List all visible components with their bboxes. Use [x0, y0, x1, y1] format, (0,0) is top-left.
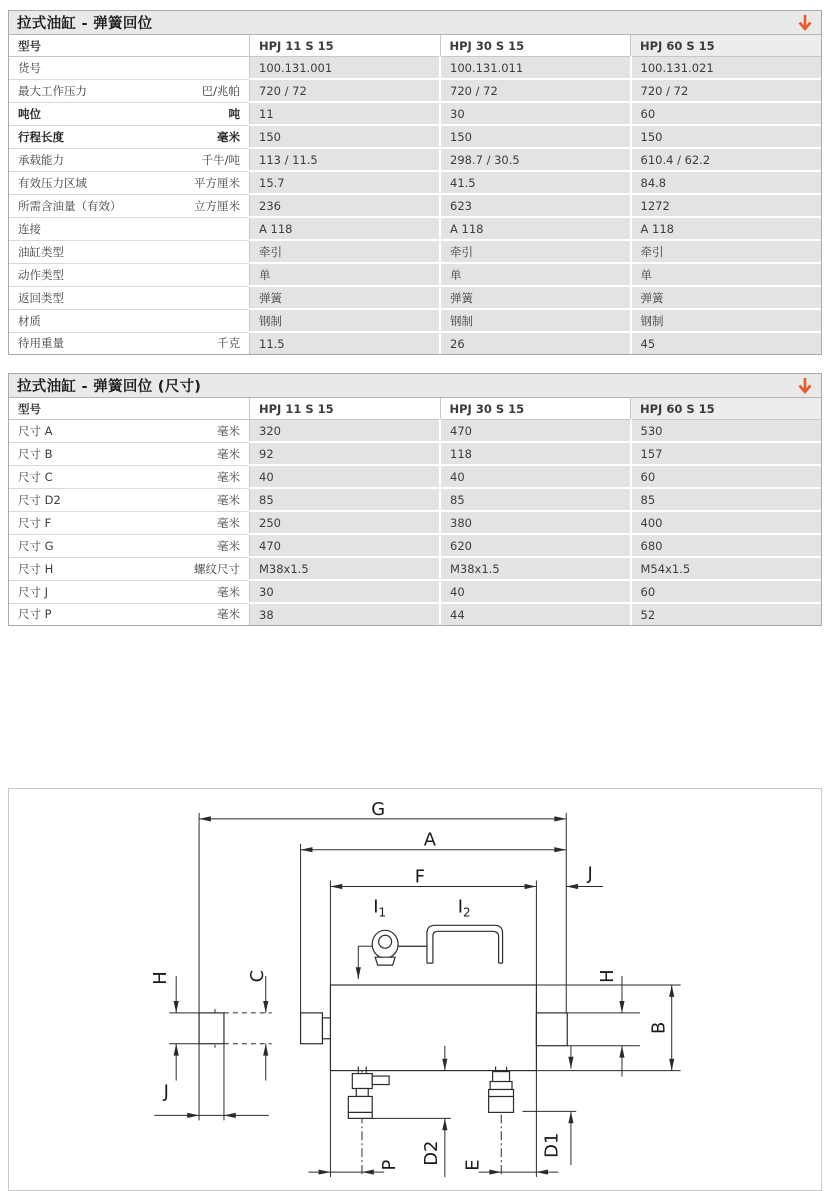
row-value: 单 — [440, 263, 631, 286]
table-row — [9, 125, 821, 148]
row-value: 牵引 — [631, 240, 822, 263]
dim-label-F: F — [414, 866, 426, 888]
label-I2 — [458, 896, 471, 919]
row-value: 236 — [250, 194, 441, 217]
row-value: 60 — [631, 102, 822, 125]
row-label: 材质 — [18, 313, 41, 328]
dimension-G — [199, 799, 566, 820]
straight-fitting — [489, 1067, 514, 1113]
row-value: M38x1.5 — [250, 557, 441, 580]
row-unit: 吨 — [228, 106, 240, 121]
row-label: 尺寸 H — [18, 561, 54, 576]
row-value: 11.5 — [250, 332, 441, 354]
table-row — [9, 511, 821, 534]
table1-grid — [9, 35, 821, 354]
row-unit: 毫米 — [217, 515, 240, 530]
row-label-cell — [9, 442, 250, 465]
table1-title-bar — [9, 11, 821, 35]
row-label-cell — [9, 171, 250, 194]
row-label-cell — [9, 557, 250, 580]
row-value: 1272 — [631, 194, 822, 217]
row-unit: 毫米 — [217, 446, 240, 461]
row-label: 尺寸 B — [18, 446, 53, 461]
row-value: 100.131.021 — [631, 57, 822, 80]
row-value: 320 — [250, 420, 441, 443]
row-label-cell — [9, 148, 250, 171]
table-row — [9, 557, 821, 580]
table2-grid — [9, 398, 821, 625]
row-label: 尺寸 A — [18, 423, 53, 438]
row-label: 返回类型 — [18, 290, 64, 305]
model-header-label: 型号 — [18, 401, 41, 416]
table2-title: 拉式油缸 - 弹簧回位 (尺寸) — [17, 379, 202, 395]
row-unit: 毫米 — [217, 492, 240, 507]
table1-title: 拉式油缸 - 弹簧回位 — [17, 16, 153, 32]
table-row — [9, 442, 821, 465]
row-value: 623 — [440, 194, 631, 217]
row-value: 380 — [440, 511, 631, 534]
row-value: 15.7 — [250, 171, 441, 194]
row-label: 尺寸 P — [18, 607, 52, 622]
header-row — [9, 398, 821, 420]
table-row — [9, 286, 821, 309]
row-label-cell — [9, 240, 250, 263]
dimension-J-right — [566, 864, 603, 887]
row-value: 400 — [631, 511, 822, 534]
row-label-cell — [9, 511, 250, 534]
row-label-cell — [9, 125, 250, 148]
row-value: 100.131.011 — [440, 57, 631, 80]
row-label-cell — [9, 102, 250, 125]
row-value: 720 / 72 — [250, 79, 441, 102]
row-label: 行程长度 — [18, 129, 64, 144]
row-value: 298.7 / 30.5 — [440, 148, 631, 171]
row-label: 尺寸 C — [18, 469, 53, 484]
row-label: 连接 — [18, 221, 41, 236]
row-value: 弹簧 — [631, 286, 822, 309]
row-label: 吨位 — [18, 106, 41, 121]
row-label: 待用重量 — [18, 336, 64, 351]
table2-title-bar — [9, 374, 821, 398]
row-value: 52 — [631, 603, 822, 625]
row-label-cell — [9, 580, 250, 603]
row-label: 尺寸 J — [18, 584, 49, 599]
dimension-table-section — [8, 373, 822, 626]
row-unit: 千牛/吨 — [201, 152, 240, 167]
row-value: 470 — [440, 420, 631, 443]
row-value: 150 — [250, 125, 441, 148]
row-value: 钢制 — [250, 309, 441, 332]
left-lug — [301, 1013, 323, 1044]
header-label-cell — [9, 35, 250, 57]
table-row — [9, 194, 821, 217]
dim-label-G: G — [371, 798, 386, 820]
model-name: HPJ 30 S 15 — [440, 398, 631, 420]
row-unit: 毫米 — [217, 469, 240, 484]
dimension-H-left — [150, 971, 176, 1080]
row-value: 40 — [250, 465, 441, 488]
row-value: 45 — [631, 332, 822, 354]
dimension-drawing — [9, 789, 821, 1190]
row-value: 钢制 — [631, 309, 822, 332]
header-label-cell — [9, 398, 250, 420]
row-value: 118 — [440, 442, 631, 465]
row-label-cell — [9, 79, 250, 102]
row-label-cell — [9, 286, 250, 309]
row-label-cell — [9, 309, 250, 332]
row-value: A 118 — [440, 217, 631, 240]
row-label-cell — [9, 420, 250, 443]
row-value: 92 — [250, 442, 441, 465]
row-label: 动作类型 — [18, 267, 64, 282]
row-value: 680 — [631, 534, 822, 557]
row-label-cell — [9, 263, 250, 286]
row-value: A 118 — [250, 217, 441, 240]
table-row — [9, 148, 821, 171]
row-value: 720 / 72 — [631, 79, 822, 102]
handle-icon — [427, 925, 503, 963]
row-value: 150 — [631, 125, 822, 148]
row-value: 113 / 11.5 — [250, 148, 441, 171]
row-value: 44 — [440, 603, 631, 625]
row-value: 620 — [440, 534, 631, 557]
row-value: 弹簧 — [250, 286, 441, 309]
row-value: 84.8 — [631, 171, 822, 194]
row-value: 610.4 / 62.2 — [631, 148, 822, 171]
row-label-cell — [9, 603, 250, 625]
cylinder-body — [199, 985, 567, 1071]
row-value: M54x1.5 — [631, 557, 822, 580]
row-label: 所需含油量（有效） — [18, 198, 122, 213]
row-value: 40 — [440, 465, 631, 488]
row-unit: 毫米 — [217, 584, 240, 599]
row-value: 单 — [631, 263, 822, 286]
row-value: 38 — [250, 603, 441, 625]
row-label: 最大工作压力 — [18, 83, 87, 98]
dim-label-H-left: H — [150, 971, 172, 985]
row-unit: 毫米 — [217, 538, 240, 553]
row-value: 30 — [440, 102, 631, 125]
row-label: 承载能力 — [18, 152, 64, 167]
model-name: HPJ 11 S 15 — [250, 35, 441, 57]
row-label-cell — [9, 332, 250, 354]
table-row — [9, 79, 821, 102]
dimension-A — [301, 830, 567, 851]
svg-text:I2: $I_2$ — [457, 896, 471, 920]
table-row — [9, 332, 821, 354]
dim-label-J-left: J — [163, 1081, 169, 1103]
row-value: 85 — [250, 488, 441, 511]
row-unit: 螺纹尺寸 — [194, 561, 240, 576]
row-label-cell — [9, 488, 250, 511]
model-name: HPJ 11 S 15 — [250, 398, 441, 420]
diagram-panel — [8, 788, 822, 1191]
dimension-B — [649, 985, 672, 1071]
row-value: 470 — [250, 534, 441, 557]
table-row — [9, 217, 821, 240]
row-label-cell — [9, 194, 250, 217]
row-value: 40 — [440, 580, 631, 603]
table-row — [9, 580, 821, 603]
row-unit: 毫米 — [217, 423, 240, 438]
dimension-C — [247, 970, 268, 1081]
dim-label-C: C — [246, 969, 268, 983]
row-unit: 立方厘米 — [194, 198, 240, 213]
row-label: 油缸类型 — [18, 244, 64, 259]
dim-label-D1: D1 — [541, 1132, 563, 1158]
row-value: 85 — [631, 488, 822, 511]
row-value: 157 — [631, 442, 822, 465]
row-value: 弹簧 — [440, 286, 631, 309]
model-name: HPJ 60 S 15 — [631, 398, 822, 420]
dimension-P — [309, 1160, 401, 1173]
dim-label-J-right: J — [587, 863, 593, 885]
spec-table-section — [8, 10, 822, 355]
row-value: 41.5 — [440, 171, 631, 194]
table-row — [9, 488, 821, 511]
row-value: 牵引 — [250, 240, 441, 263]
eye-bolt-icon — [358, 930, 427, 979]
table-row — [9, 171, 821, 194]
row-unit: 毫米 — [217, 607, 240, 622]
row-label: 尺寸 D2 — [18, 492, 61, 507]
right-lug — [536, 1013, 567, 1046]
table-row — [9, 603, 821, 625]
row-label-cell — [9, 57, 250, 80]
dimension-F — [330, 867, 536, 888]
row-value: 530 — [631, 420, 822, 443]
model-name: HPJ 30 S 15 — [440, 35, 631, 57]
row-unit: 平方厘米 — [194, 175, 240, 190]
dim-label-H-right: H — [597, 969, 619, 983]
row-label-cell — [9, 534, 250, 557]
row-value: 150 — [440, 125, 631, 148]
row-unit: 巴/兆帕 — [201, 83, 240, 98]
row-value: 250 — [250, 511, 441, 534]
model-header-label: 型号 — [18, 38, 41, 53]
row-value: 60 — [631, 580, 822, 603]
spec-table — [9, 398, 821, 625]
row-value: 26 — [440, 332, 631, 354]
table-row — [9, 534, 821, 557]
row-value: 85 — [440, 488, 631, 511]
row-value: M38x1.5 — [440, 557, 631, 580]
model-name: HPJ 60 S 15 — [631, 35, 822, 57]
elbow-fitting — [348, 1067, 389, 1119]
row-label: 有效压力区域 — [18, 175, 87, 190]
row-label: 货号 — [18, 60, 41, 75]
scroll-down-arrow-icon[interactable] — [796, 377, 814, 395]
dim-label-A: A — [423, 829, 437, 851]
header-row — [9, 35, 821, 57]
table-row — [9, 465, 821, 488]
row-value: 单 — [250, 263, 441, 286]
row-label-cell — [9, 217, 250, 240]
dim-label-D2: D2 — [420, 1140, 442, 1166]
dim-label-B: B — [648, 1021, 670, 1034]
table-row — [9, 309, 821, 332]
dim-label-E: E — [462, 1159, 484, 1171]
row-unit: 千克 — [217, 336, 240, 351]
table-row — [9, 57, 821, 80]
row-label: 尺寸 G — [18, 538, 54, 553]
svg-text:I1: $I_1$ — [373, 896, 387, 920]
row-value: 30 — [250, 580, 441, 603]
table-row — [9, 102, 821, 125]
label-I1 — [373, 896, 386, 919]
row-value: 11 — [250, 102, 441, 125]
dimension-J-left — [154, 1081, 268, 1115]
row-value: 720 / 72 — [440, 79, 631, 102]
table-row — [9, 263, 821, 286]
dimension-E — [463, 1159, 559, 1172]
row-value: A 118 — [631, 217, 822, 240]
row-label-cell — [9, 465, 250, 488]
row-value: 牵引 — [440, 240, 631, 263]
row-unit: 毫米 — [217, 129, 240, 144]
dimension-D1 — [541, 1046, 571, 1165]
row-value: 60 — [631, 465, 822, 488]
row-value: 钢制 — [440, 309, 631, 332]
lug-detail — [199, 1013, 224, 1044]
table-row — [9, 420, 821, 443]
dim-label-P: P — [379, 1159, 401, 1171]
row-value: 100.131.001 — [250, 57, 441, 80]
scroll-down-arrow-icon[interactable] — [796, 14, 814, 32]
row-label: 尺寸 F — [18, 515, 52, 530]
table-row — [9, 240, 821, 263]
spec-table — [9, 35, 821, 354]
